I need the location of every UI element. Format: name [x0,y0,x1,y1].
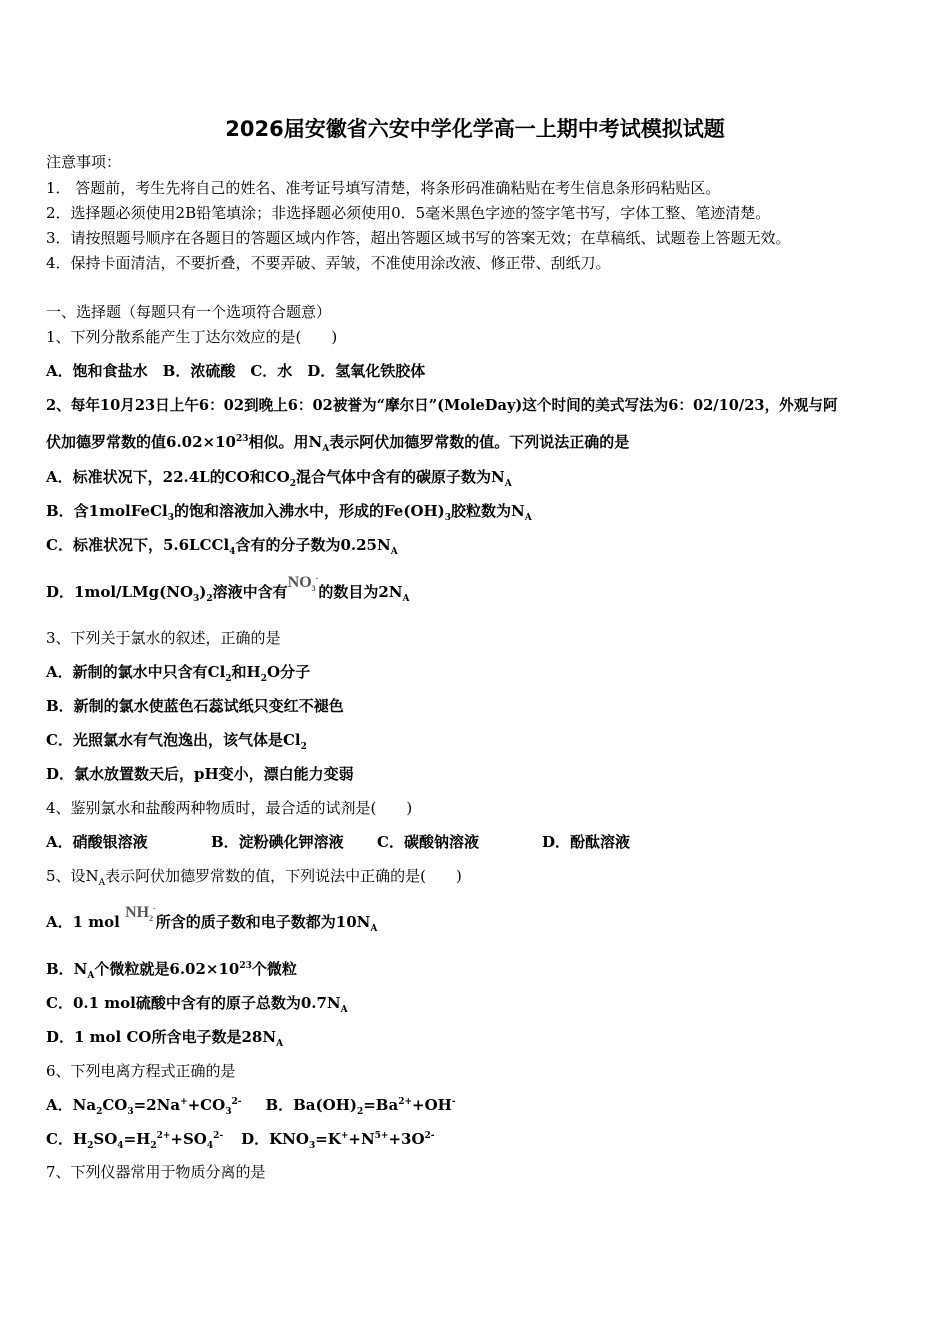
question-2-stem-line2: 伏加德罗常数的值$6.02\times 10^{23}$相似。用$N_A$表示阿伏加德罗常数的值。下列说法正确的是 [46,433,630,454]
question-6-options-cd [46,1129,435,1149]
question-6-option-b: B．$Ba(OH)_2=Ba^{2+}+OH^-$ [265,1096,456,1117]
amide-formula: $NH_2^-$ [125,903,156,924]
question-6-options-ab [46,1095,456,1115]
question-4-option-d: D．酚酞溶液 [542,833,631,851]
page-title: 2026届安徽省六安中学化学高一上期中考试模拟试题 [225,117,725,141]
question-5-stem: 5、设$N_A$表示阿伏加德罗常数的值，下列说法中正确的是( ) [46,867,462,888]
notice-item-4: 4．保持卡面清洁，不要折叠，不要弄破、弄皱，不准使用涂改液、修正带、刮纸刀。 [46,254,611,272]
question-3-option-a: A．新制的氯水中只含有$Cl_2$和$H_2O$分子 [46,663,311,684]
question-6-option-d: D．$KNO_3=K^++N^{5+}+3O^{2-}$ [241,1130,435,1151]
question-5-option-c: C．0.1 mol硫酸中含有的原子总数为$0.7N_A$ [46,994,348,1015]
question-4-option-a: A．硝酸银溶液 [46,833,148,851]
question-5-option-a: A．1 mol $NH_2^-$所含的质子数和电子数都为$10N_A$ [46,903,378,934]
nitrate-formula: $NO_3^-$ [287,573,319,594]
question-2-option-b: B．含1molFeCl$_3$的饱和溶液加入沸水中，形成的$Fe(OH)_3$胶粒数为$N_A$ [46,502,532,523]
question-6-stem: 6、下列电离方程式正确的是 [46,1062,236,1080]
question-5-option-b: B．$N_A$个微粒就是$6.02\times 10^{23}$个微粒 [46,960,297,981]
question-4-option-c: C．碳酸钠溶液 [377,833,479,851]
question-1-options: A．饱和食盐水 B．浓硫酸 C．水 D．氢氧化铁胶体 [46,362,426,380]
question-2-option-c: C．标准状况下，5.6LCCl$_4$含有的分子数为$0.25N_A$ [46,536,398,557]
question-1-stem: 1、下列分散系能产生丁达尔效应的是( ) [46,328,338,346]
question-4-option-b: B．淀粉碘化钾溶液 [211,833,344,851]
question-3-stem: 3、下列关于氯水的叙述，正确的是 [46,629,281,647]
question-7-stem: 7、下列仪器常用于物质分离的是 [46,1163,266,1181]
question-3-option-c: C．光照氯水有气泡逸出，该气体是$Cl_2$ [46,731,307,752]
question-3-option-d: D．氯水放置数天后，pH变小，漂白能力变弱 [46,765,354,783]
notice-heading: 注意事项： [46,153,122,171]
question-3-option-b: B．新制的氯水使蓝色石蕊试纸只变红不褪色 [46,697,344,715]
question-5-option-d: D．1 mol CO所含电子数是$28N_A$ [46,1028,284,1049]
question-2-stem-line1: 2、每年10月23日上午6：02到晚上6：02被誉为“摩尔日”(MoleDay)这个时间的美式写法为6：02/10/23，外观与阿 [46,397,838,414]
notice-item-3: 3．请按照题号顺序在各题目的答题区域内作答，超出答题区域书写的答案无效；在草稿纸、试题卷上答题无效。 [46,229,791,247]
question-2-option-d: D．$1mol/LMg(NO_3)_2$溶液中含有$NO_3^-$的数目为$2N_A$ [46,573,410,604]
notice-item-2: 2．选择题必须使用2B铅笔填涂；非选择题必须使用0．5毫米黑色字迹的签字笔书写，字体工整、笔迹清楚。 [46,204,771,222]
question-4-stem: 4、鉴别氯水和盐酸两种物质时，最合适的试剂是( ) [46,799,413,817]
question-6-option-a: A．$Na_2CO_3=2Na^++CO_3^{2-}$ [46,1096,242,1117]
section-heading: 一、选择题（每题只有一个选项符合题意） [46,303,332,321]
question-2-option-a: A．标准状况下，22.4L的CO和$CO_2$混合气体中含有的碳原子数为$N_A$ [46,468,512,489]
notice-item-1: 1． 答题前，考生先将自己的姓名、准考证号填写清楚，将条形码准确粘贴在考生信息条形码粘贴区。 [46,179,721,197]
question-6-option-c: C．$H_2SO_4=H_2^{2+}+SO_4^{2-}$ [46,1130,224,1151]
